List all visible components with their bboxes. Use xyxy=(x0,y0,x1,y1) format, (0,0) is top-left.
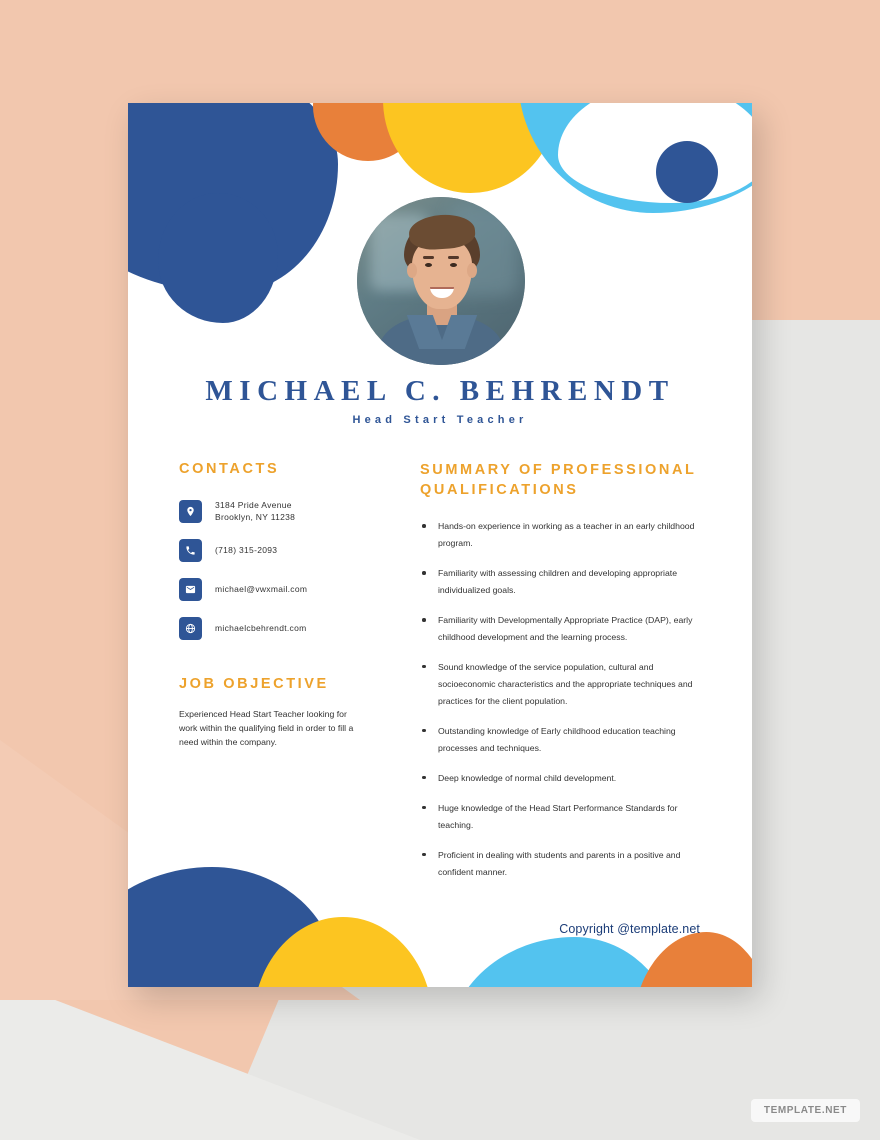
list-item: Familiarity with Developmentally Appropriate Practice (DAP), early childhood development and the learning process. xyxy=(420,612,710,646)
section-title-contacts: CONTACTS xyxy=(179,461,280,477)
contact-address-line2: Brooklyn, NY 11238 xyxy=(215,511,296,522)
list-item: Proficient in dealing with students and parents in a positive and confident manner. xyxy=(420,847,710,881)
list-item: Hands-on experience in working as a teacher in an early childhood program. xyxy=(420,518,710,552)
location-pin-icon xyxy=(179,500,202,523)
contact-address xyxy=(215,500,295,522)
phone-icon xyxy=(179,539,202,562)
avatar xyxy=(357,197,525,365)
left-column xyxy=(179,461,364,749)
list-item: Huge knowledge of the Head Start Performance Standards for teaching. xyxy=(420,800,710,834)
watermark-badge: TEMPLATE.NET xyxy=(751,1099,860,1122)
contact-address-line1: 3184 Pride Avenue xyxy=(215,500,292,511)
list-item: Deep knowledge of normal child development. xyxy=(420,770,710,787)
contact-list xyxy=(179,500,364,640)
contact-item-website xyxy=(179,617,364,640)
avatar-brow-right xyxy=(448,256,459,259)
section-title-job-objective: JOB OBJECTIVE xyxy=(179,676,329,692)
avatar-brow-left xyxy=(423,256,434,259)
job-objective-text: Experienced Head Start Teacher looking for work within the qualifying field in order to fill a need within the company. xyxy=(179,709,354,748)
copyright-notice: Copyright @template.net xyxy=(559,922,700,936)
summary-bullet-list xyxy=(420,518,710,881)
contact-item-phone xyxy=(179,539,364,562)
globe-icon xyxy=(179,617,202,640)
contact-phone: (718) 315-2093 xyxy=(215,544,278,555)
contact-item-email xyxy=(179,578,364,601)
list-item: Sound knowledge of the service population, cultural and socioeconomic characteristics and the appropriate techniques and practices for the client population. xyxy=(420,659,710,710)
avatar-eye-right xyxy=(450,263,457,267)
avatar-eye-left xyxy=(425,263,432,267)
avatar-ear-left xyxy=(407,263,417,278)
contact-website[interactable]: michaelcbehrendt.com xyxy=(215,622,307,633)
list-item: Familiarity with assessing children and developing appropriate individualized goals. xyxy=(420,565,710,599)
resume-document xyxy=(128,103,752,987)
avatar-ear-right xyxy=(467,263,477,278)
section-title-summary: SUMMARY OF PROFESSIONAL QUALIFICATIONS xyxy=(420,462,697,498)
contact-item-address xyxy=(179,500,364,523)
right-column xyxy=(420,461,710,894)
list-item: Outstanding knowledge of Early childhood education teaching processes and techniques. xyxy=(420,723,710,757)
job-title: Head Start Teacher xyxy=(352,414,528,426)
page-title: MICHAEL C. BEHRENDT xyxy=(205,375,675,407)
contact-email[interactable]: michael@vwxmail.com xyxy=(215,583,308,594)
envelope-icon xyxy=(179,578,202,601)
